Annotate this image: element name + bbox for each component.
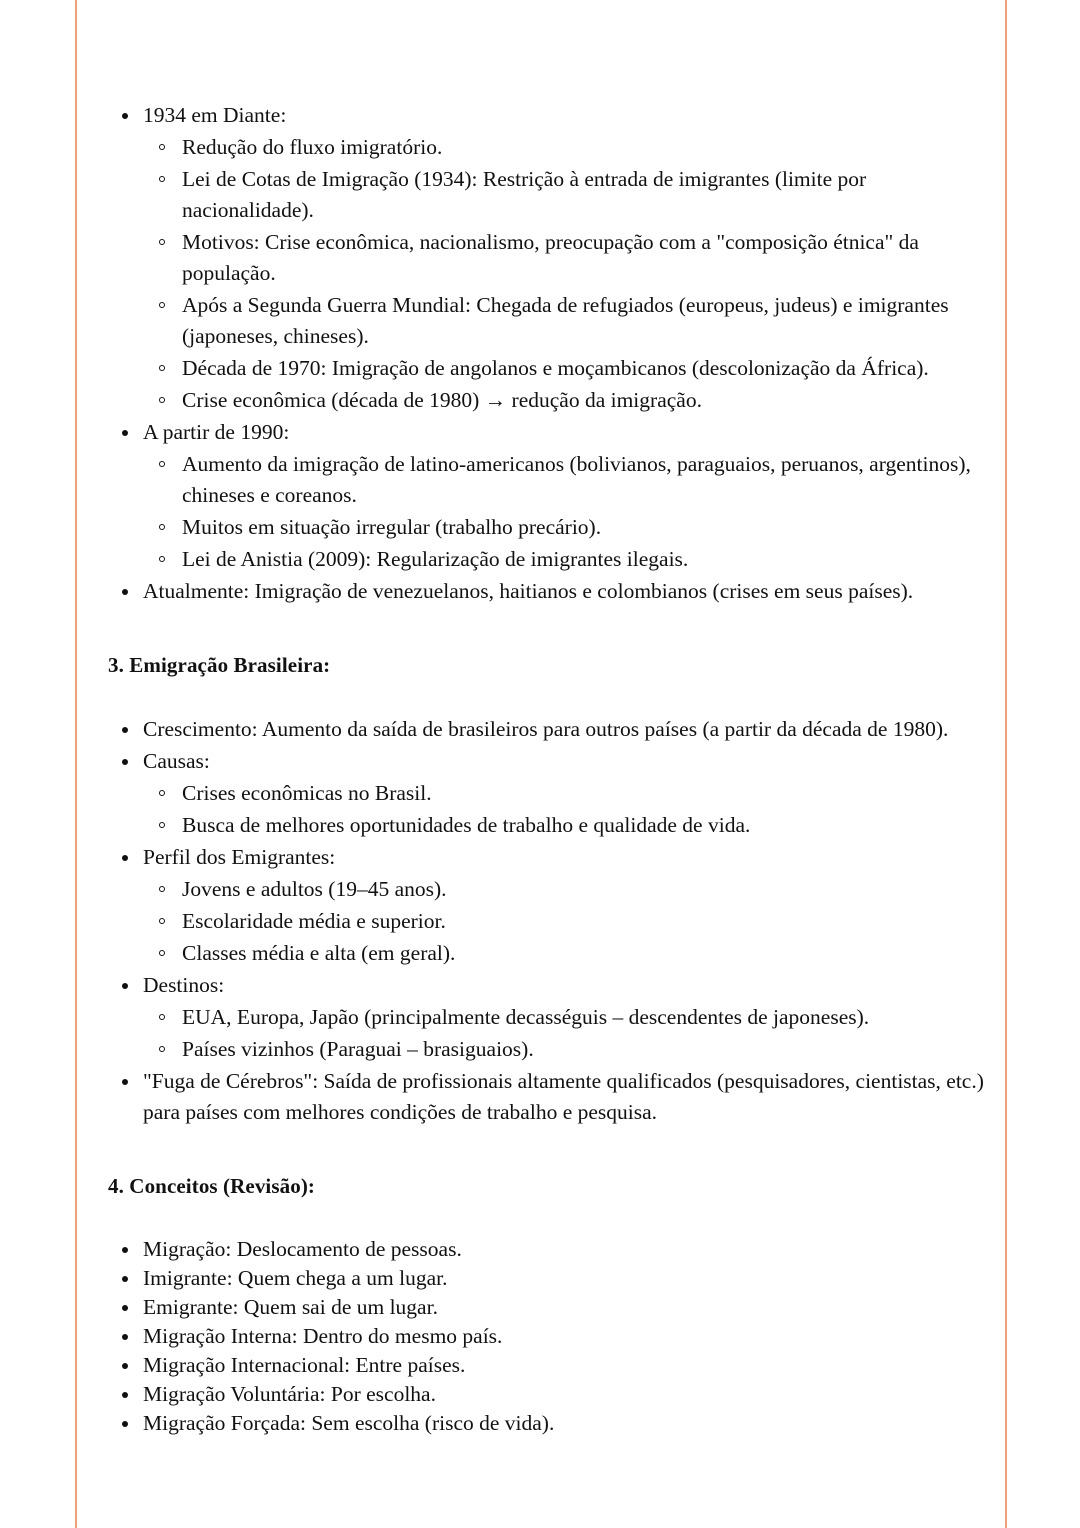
sub-bullet-list <box>143 132 988 416</box>
circle-bullet-icon <box>159 524 165 530</box>
disc-bullet-icon <box>122 1421 128 1427</box>
sub-list-item <box>143 874 988 905</box>
section-spacer <box>108 608 988 650</box>
sub-list-item <box>143 810 988 841</box>
sub-list-item-text: Países vizinhos (Paraguai – brasiguaios). <box>182 1037 534 1061</box>
section-heading: 3. Emigração Brasileira: <box>108 653 331 677</box>
sub-list-item-text: Busca de melhores oportunidades de trabalho e qualidade de vida. <box>182 813 751 837</box>
section-spacer <box>108 1201 988 1235</box>
circle-bullet-icon <box>159 144 165 150</box>
list-item-text: A partir de 1990: <box>143 420 290 444</box>
disc-bullet-icon <box>122 759 128 765</box>
sub-bullet-list <box>143 778 988 841</box>
circle-bullet-icon <box>159 461 165 467</box>
sub-list-item <box>143 164 988 226</box>
list-item-text: Destinos: <box>143 973 225 997</box>
sub-list-item <box>143 132 988 163</box>
sub-list-item-text: Lei de Cotas de Imigração (1934): Restrição à entrada de imigrantes (limite por nacionalidade). <box>182 167 867 222</box>
sub-list-item <box>143 449 988 511</box>
list-item-text: Migração Voluntária: Por escolha. <box>143 1382 436 1406</box>
sub-list-item <box>143 385 988 416</box>
circle-bullet-icon <box>159 365 165 371</box>
sub-list-item <box>143 290 988 352</box>
list-item-text: 1934 em Diante: <box>143 103 287 127</box>
sub-list-item-text: Classes média e alta (em geral). <box>182 941 456 965</box>
list-item-text: Migração Internacional: Entre países. <box>143 1353 466 1377</box>
disc-bullet-icon <box>122 983 128 989</box>
list-item <box>108 842 988 969</box>
list-item <box>108 714 988 745</box>
sub-bullet-list <box>143 1002 988 1065</box>
sub-list-item-text: Muitos em situação irregular (trabalho precário). <box>182 515 602 539</box>
list-item-text: Imigrante: Quem chega a um lugar. <box>143 1266 448 1290</box>
list-item-text: Migração: Deslocamento de pessoas. <box>143 1237 462 1261</box>
list-item <box>108 1380 988 1409</box>
section-spacer <box>108 1129 988 1171</box>
disc-bullet-icon <box>122 589 128 595</box>
disc-bullet-icon <box>122 727 128 733</box>
sub-list-item-text: Jovens e adultos (19–45 anos). <box>182 877 447 901</box>
circle-bullet-icon <box>159 302 165 308</box>
list-item-text: Causas: <box>143 749 210 773</box>
circle-bullet-icon <box>159 822 165 828</box>
disc-bullet-icon <box>122 1276 128 1282</box>
sub-list-item-text: Aumento da imigração de latino-americanos (bolivianos, paraguaios, peruanos, argentinos), chineses e coreanos. <box>182 452 971 507</box>
circle-bullet-icon <box>159 1014 165 1020</box>
document-body <box>108 0 988 1438</box>
sub-list-item <box>143 938 988 969</box>
sub-list-item <box>143 353 988 384</box>
list-item <box>108 1351 988 1380</box>
list-item <box>108 746 988 841</box>
sub-list-item <box>143 512 988 543</box>
list-item <box>108 1235 988 1264</box>
list-item <box>108 1066 988 1128</box>
list-item <box>108 1293 988 1322</box>
disc-bullet-icon <box>122 1334 128 1340</box>
sub-list-item-text: Após a Segunda Guerra Mundial: Chegada de refugiados (europeus, judeus) e imigrantes (japoneses, chineses). <box>182 293 949 348</box>
circle-bullet-icon <box>159 176 165 182</box>
disc-bullet-icon <box>122 430 128 436</box>
sub-list-item-text: EUA, Europa, Japão (principalmente decasséguis – descendentes de japoneses). <box>182 1005 870 1029</box>
sub-list-item-text: Crises econômicas no Brasil. <box>182 781 432 805</box>
sub-list-item <box>143 227 988 289</box>
sub-list-item <box>143 1034 988 1065</box>
section-heading: 4. Conceitos (Revisão): <box>108 1174 316 1198</box>
bullet-list <box>108 100 988 607</box>
list-item <box>108 1322 988 1351</box>
circle-bullet-icon <box>159 918 165 924</box>
disc-bullet-icon <box>122 1363 128 1369</box>
circle-bullet-icon <box>159 1046 165 1052</box>
list-item-text: Migração Forçada: Sem escolha (risco de vida). <box>143 1411 555 1435</box>
sub-list-item <box>143 906 988 937</box>
list-item <box>108 417 988 575</box>
sub-list-item-text: Crise econômica (década de 1980) → redução da imigração. <box>182 388 702 412</box>
list-item-text: Perfil dos Emigrantes: <box>143 845 336 869</box>
list-item-text: Emigrante: Quem sai de um lugar. <box>143 1295 438 1319</box>
sub-bullet-list <box>143 874 988 969</box>
list-item <box>108 100 988 416</box>
sub-list-item-text: Motivos: Crise econômica, nacionalismo, preocupação com a "composição étnica" da população. <box>182 230 919 285</box>
sub-list-item-text: Lei de Anistia (2009): Regularização de imigrantes ilegais. <box>182 547 689 571</box>
section-spacer <box>108 680 988 714</box>
disc-bullet-icon <box>122 1079 128 1085</box>
sub-list-item <box>143 544 988 575</box>
disc-bullet-icon <box>122 1247 128 1253</box>
disc-bullet-icon <box>122 855 128 861</box>
circle-bullet-icon <box>159 556 165 562</box>
circle-bullet-icon <box>159 790 165 796</box>
list-item <box>108 1264 988 1293</box>
sub-list-item <box>143 778 988 809</box>
list-item-text: Migração Interna: Dentro do mesmo país. <box>143 1324 503 1348</box>
list-item-text: Crescimento: Aumento da saída de brasileiros para outros países (a partir da década de 1980). <box>143 717 949 741</box>
sub-list-item-text: Escolaridade média e superior. <box>182 909 446 933</box>
bullet-list <box>108 1235 988 1438</box>
list-item-text: "Fuga de Cérebros": Saída de profissionais altamente qualificados (pesquisadores, cientistas, etc.) para países com melhores condições de trabalho e pesquisa. <box>143 1069 984 1124</box>
page-right-rule <box>1005 0 1007 1528</box>
disc-bullet-icon <box>122 1392 128 1398</box>
list-item <box>108 970 988 1065</box>
circle-bullet-icon <box>159 239 165 245</box>
sub-list-item <box>143 1002 988 1033</box>
page-left-rule <box>75 0 77 1528</box>
disc-bullet-icon <box>122 1305 128 1311</box>
sub-list-item-text: Redução do fluxo imigratório. <box>182 135 443 159</box>
circle-bullet-icon <box>159 950 165 956</box>
circle-bullet-icon <box>159 397 165 403</box>
disc-bullet-icon <box>122 113 128 119</box>
bullet-list <box>108 714 988 1128</box>
sub-list-item-text: Década de 1970: Imigração de angolanos e moçambicanos (descolonização da África). <box>182 356 929 380</box>
list-item <box>108 576 988 607</box>
sub-bullet-list <box>143 449 988 575</box>
list-item <box>108 1409 988 1438</box>
list-item-text: Atualmente: Imigração de venezuelanos, haitianos e colombianos (crises em seus países). <box>143 579 914 603</box>
circle-bullet-icon <box>159 886 165 892</box>
